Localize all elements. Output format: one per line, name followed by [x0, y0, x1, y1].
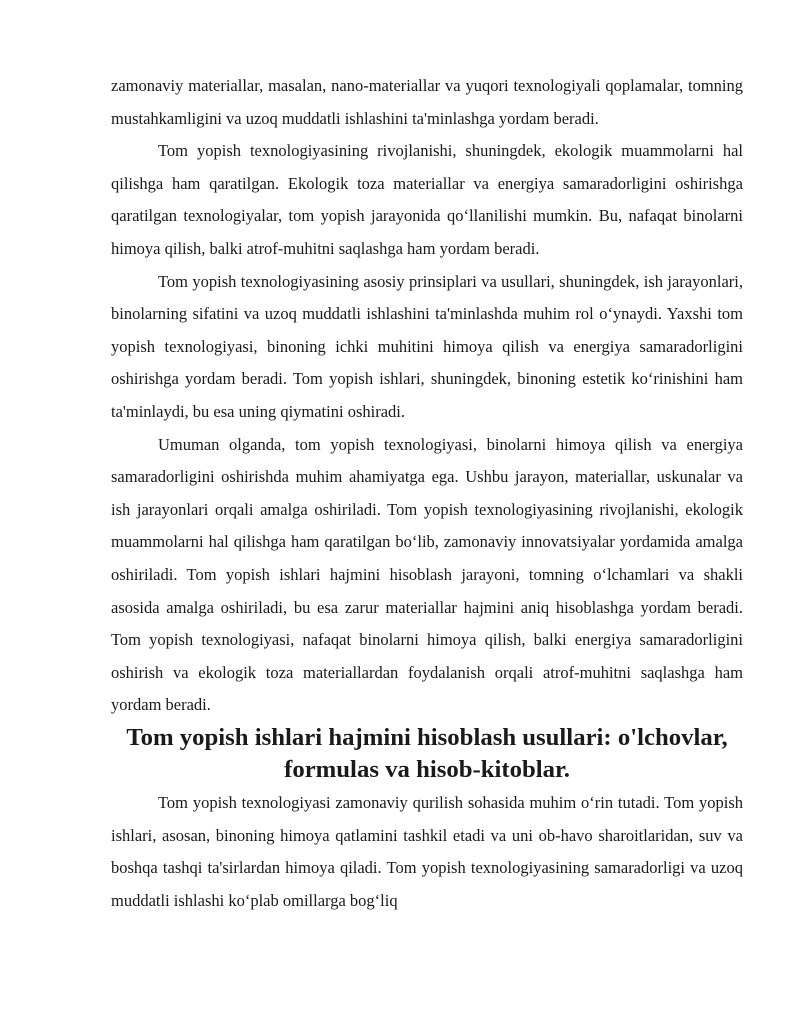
paragraph-1: zamonaviy materiallar, masalan, nano-materiallar va yuqori texnologiyali qoplamalar, tomning mustahkamligini va uzoq muddatli ishlashini ta'minlashga yordam beradi. — [111, 76, 743, 128]
paragraph-5: Tom yopish texnologiyasi zamonaviy qurilish sohasida muhim o‘rin tutadi. Tom yopish ishlari, asosan, binoning himoya qatlamini tashkil etadi va uni ob-havo sharoitlaridan, suv va boshqa tashqi ta'sirlardan himoya qiladi. Tom yopish texnologiyasining samaradorligi va uzoq muddatli ishlashi ko‘plab omillarga bog‘liq — [111, 793, 743, 910]
paragraph-3: Tom yopish texnologiyasining asosiy prinsiplari va usullari, shuningdek, ish jarayonlari, binolarning sifatini va uzoq muddatli ishlashini ta'minlashda muhim rol o‘ynaydi. Yaxshi tom yopish texnologiyasi, binoning ichki muhitini himoya qilish va energiya samaradorligini oshirishga yordam beradi. Tom yopish ishlari, shuningdek, binoning estetik ko‘rinishini ham ta'minlaydi, bu esa uning qiymatini oshiradi. — [111, 271, 743, 421]
paragraph-4: Umuman olganda, tom yopish texnologiyasi, binolarni himoya qilish va energiya samaradorligini oshirishda muhim ahamiyatga ega. Ushbu jarayon, materiallar, uskunalar va ish jarayonlari orqali amalga oshiriladi. Tom yopish texnologiyasining rivojlanishi, ekologik muammolarni hal qilishga ham qaratilgan bo‘lib, zamonaviy innovatsiyalar yordamida amalga oshiriladi. Tom yopish ishlari hajmini hisoblash jarayoni, tomning o‘lchamlari va shakli asosida amalga oshiriladi, bu esa zarur materiallar hajmini aniq hisoblashga yordam beradi. Tom yopish texnologiyasi, nafaqat binolarni himoya qilish, balki energiya samaradorligini oshirish va ekologik toza materiallardan foydalanish orqali atrof-muhitni saqlashga ham yordam beradi. — [111, 434, 743, 715]
document-page — [111, 70, 743, 917]
section-heading: Tom yopish ishlari hajmini hisoblash usullari: o'lchovlar, formulas va hisob-kitoblar. — [126, 723, 728, 784]
paragraph-2: Tom yopish texnologiyasining rivojlanishi, shuningdek, ekologik muammolarni hal qilishga ham qaratilgan. Ekologik toza materiallar va energiya samaradorligini oshirishga qaratilgan texnologiyalar, tom yopish jarayonida qo‘llanilishi mumkin. Bu, nafaqat binolarni himoya qilish, balki atrof-muhitni saqlashga ham yordam beradi. — [111, 141, 743, 258]
